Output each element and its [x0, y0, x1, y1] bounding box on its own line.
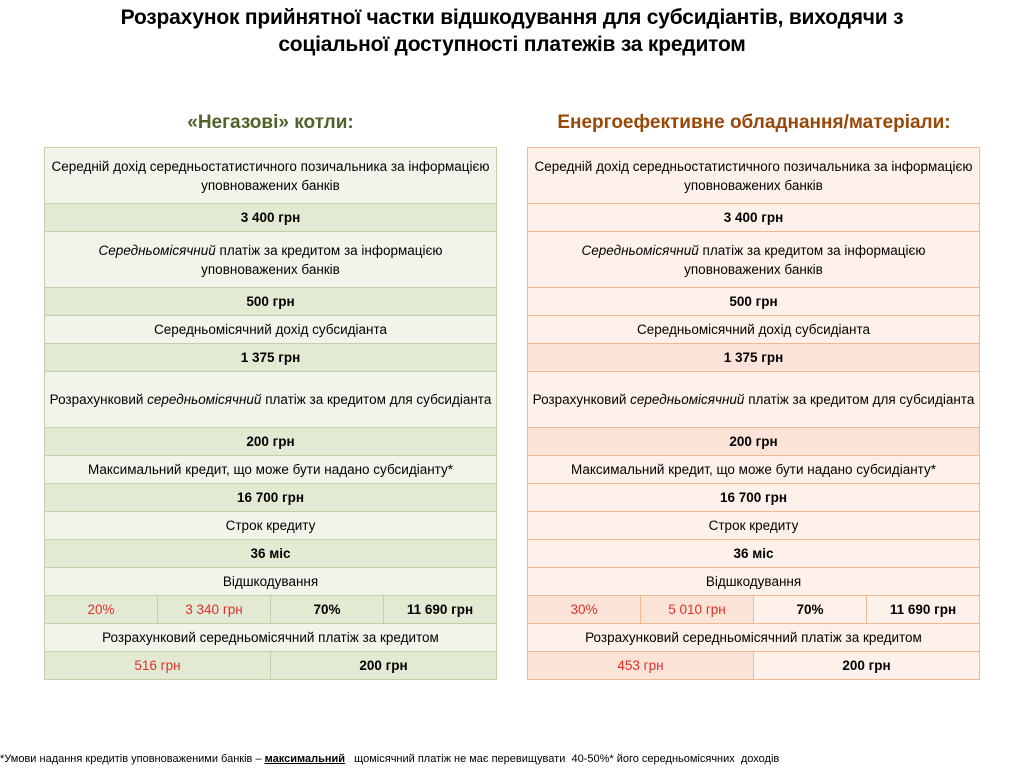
page-title: [0, 4, 1024, 58]
payment-label-rest: платіж за кредитом за інформацією уповноважених банків: [201, 242, 443, 277]
left-column-heading: «Негазові» котли:: [187, 112, 354, 133]
compensation-label: Відшкодування: [45, 568, 497, 596]
footnote-post: щомісячний платіж не має перевищувати 40-50%* його середньомісячних доходів: [345, 753, 780, 765]
calc-label-emphasis: середньомісячний: [630, 392, 745, 407]
max-credit-value: 16 700 грн: [528, 484, 980, 512]
term-value: 36 міс: [45, 540, 497, 568]
payment-value: 500 грн: [45, 288, 497, 316]
income-value: 3 400 грн: [45, 204, 497, 232]
calc-payment-subsidiant-label: [528, 372, 980, 428]
term-label: Строк кредиту: [528, 512, 980, 540]
income-label: Середній дохід середньостатистичного позичальника за інформацією уповноважених банків: [45, 148, 497, 204]
compensation-amount: 5 010 грн: [641, 596, 754, 624]
compensation-amount: 3 340 грн: [158, 596, 271, 624]
calc-monthly-payment-a: 453 грн: [528, 652, 754, 680]
calc-label-pre: Розрахунковий: [49, 392, 148, 407]
compensation-percent: 30%: [528, 596, 641, 624]
max-credit-label: Максимальний кредит, що може бути надано субсидіанту*: [45, 456, 497, 484]
calc-payment-subsidiant-value: 200 грн: [45, 428, 497, 456]
footnote: [0, 753, 1024, 765]
calc-monthly-payment-label: Розрахунковий середньомісячний платіж за кредитом: [528, 624, 980, 652]
left-calculation-table: [44, 147, 497, 680]
own-amount: 11 690 грн: [867, 596, 980, 624]
sub-income-value: 1 375 грн: [45, 344, 497, 372]
calc-label-emphasis: середньомісячний: [147, 392, 262, 407]
compensation-label: Відшкодування: [528, 568, 980, 596]
compensation-percent: 20%: [45, 596, 158, 624]
calc-label-post: платіж за кредитом для субсидіанта: [744, 392, 975, 407]
payment-label: [528, 232, 980, 288]
term-value: 36 міс: [528, 540, 980, 568]
calc-payment-subsidiant-label: [45, 372, 497, 428]
income-label: Середній дохід середньостатистичного позичальника за інформацією уповноважених банків: [528, 148, 980, 204]
payment-label-emphasis: Середньомісячний: [98, 242, 216, 258]
footnote-pre: *Умови надання кредитів уповноваженими банків –: [0, 753, 265, 765]
calc-monthly-payment-b: 200 грн: [271, 652, 497, 680]
footnote-emphasis: максимальний: [264, 753, 346, 765]
title-line-1: Розрахунок прийнятної частки відшкодування для субсидіантів, виходячи з: [120, 6, 904, 29]
payment-label-emphasis: Середньомісячний: [581, 242, 699, 258]
own-percent: 70%: [271, 596, 384, 624]
calc-monthly-payment-b: 200 грн: [754, 652, 980, 680]
payment-label: [45, 232, 497, 288]
sub-income-label: Середньомісячний дохід субсидіанта: [528, 316, 980, 344]
payment-label-rest: платіж за кредитом за інформацією уповноважених банків: [684, 242, 926, 277]
payment-value: 500 грн: [528, 288, 980, 316]
sub-income-label: Середньомісячний дохід субсидіанта: [45, 316, 497, 344]
max-credit-label: Максимальний кредит, що може бути надано субсидіанту*: [528, 456, 980, 484]
calc-monthly-payment-a: 516 грн: [45, 652, 271, 680]
right-column-heading: Енергоефективне обладнання/матеріали:: [557, 112, 951, 133]
term-label: Строк кредиту: [45, 512, 497, 540]
right-calculation-table: [527, 147, 980, 680]
own-amount: 11 690 грн: [384, 596, 497, 624]
max-credit-value: 16 700 грн: [45, 484, 497, 512]
title-line-2: соціальної доступності платежів за кредитом: [278, 33, 746, 56]
own-percent: 70%: [754, 596, 867, 624]
calc-payment-subsidiant-value: 200 грн: [528, 428, 980, 456]
sub-income-value: 1 375 грн: [528, 344, 980, 372]
calc-monthly-payment-label: Розрахунковий середньомісячний платіж за кредитом: [45, 624, 497, 652]
calc-label-post: платіж за кредитом для субсидіанта: [261, 392, 492, 407]
income-value: 3 400 грн: [528, 204, 980, 232]
calc-label-pre: Розрахунковий: [532, 392, 631, 407]
